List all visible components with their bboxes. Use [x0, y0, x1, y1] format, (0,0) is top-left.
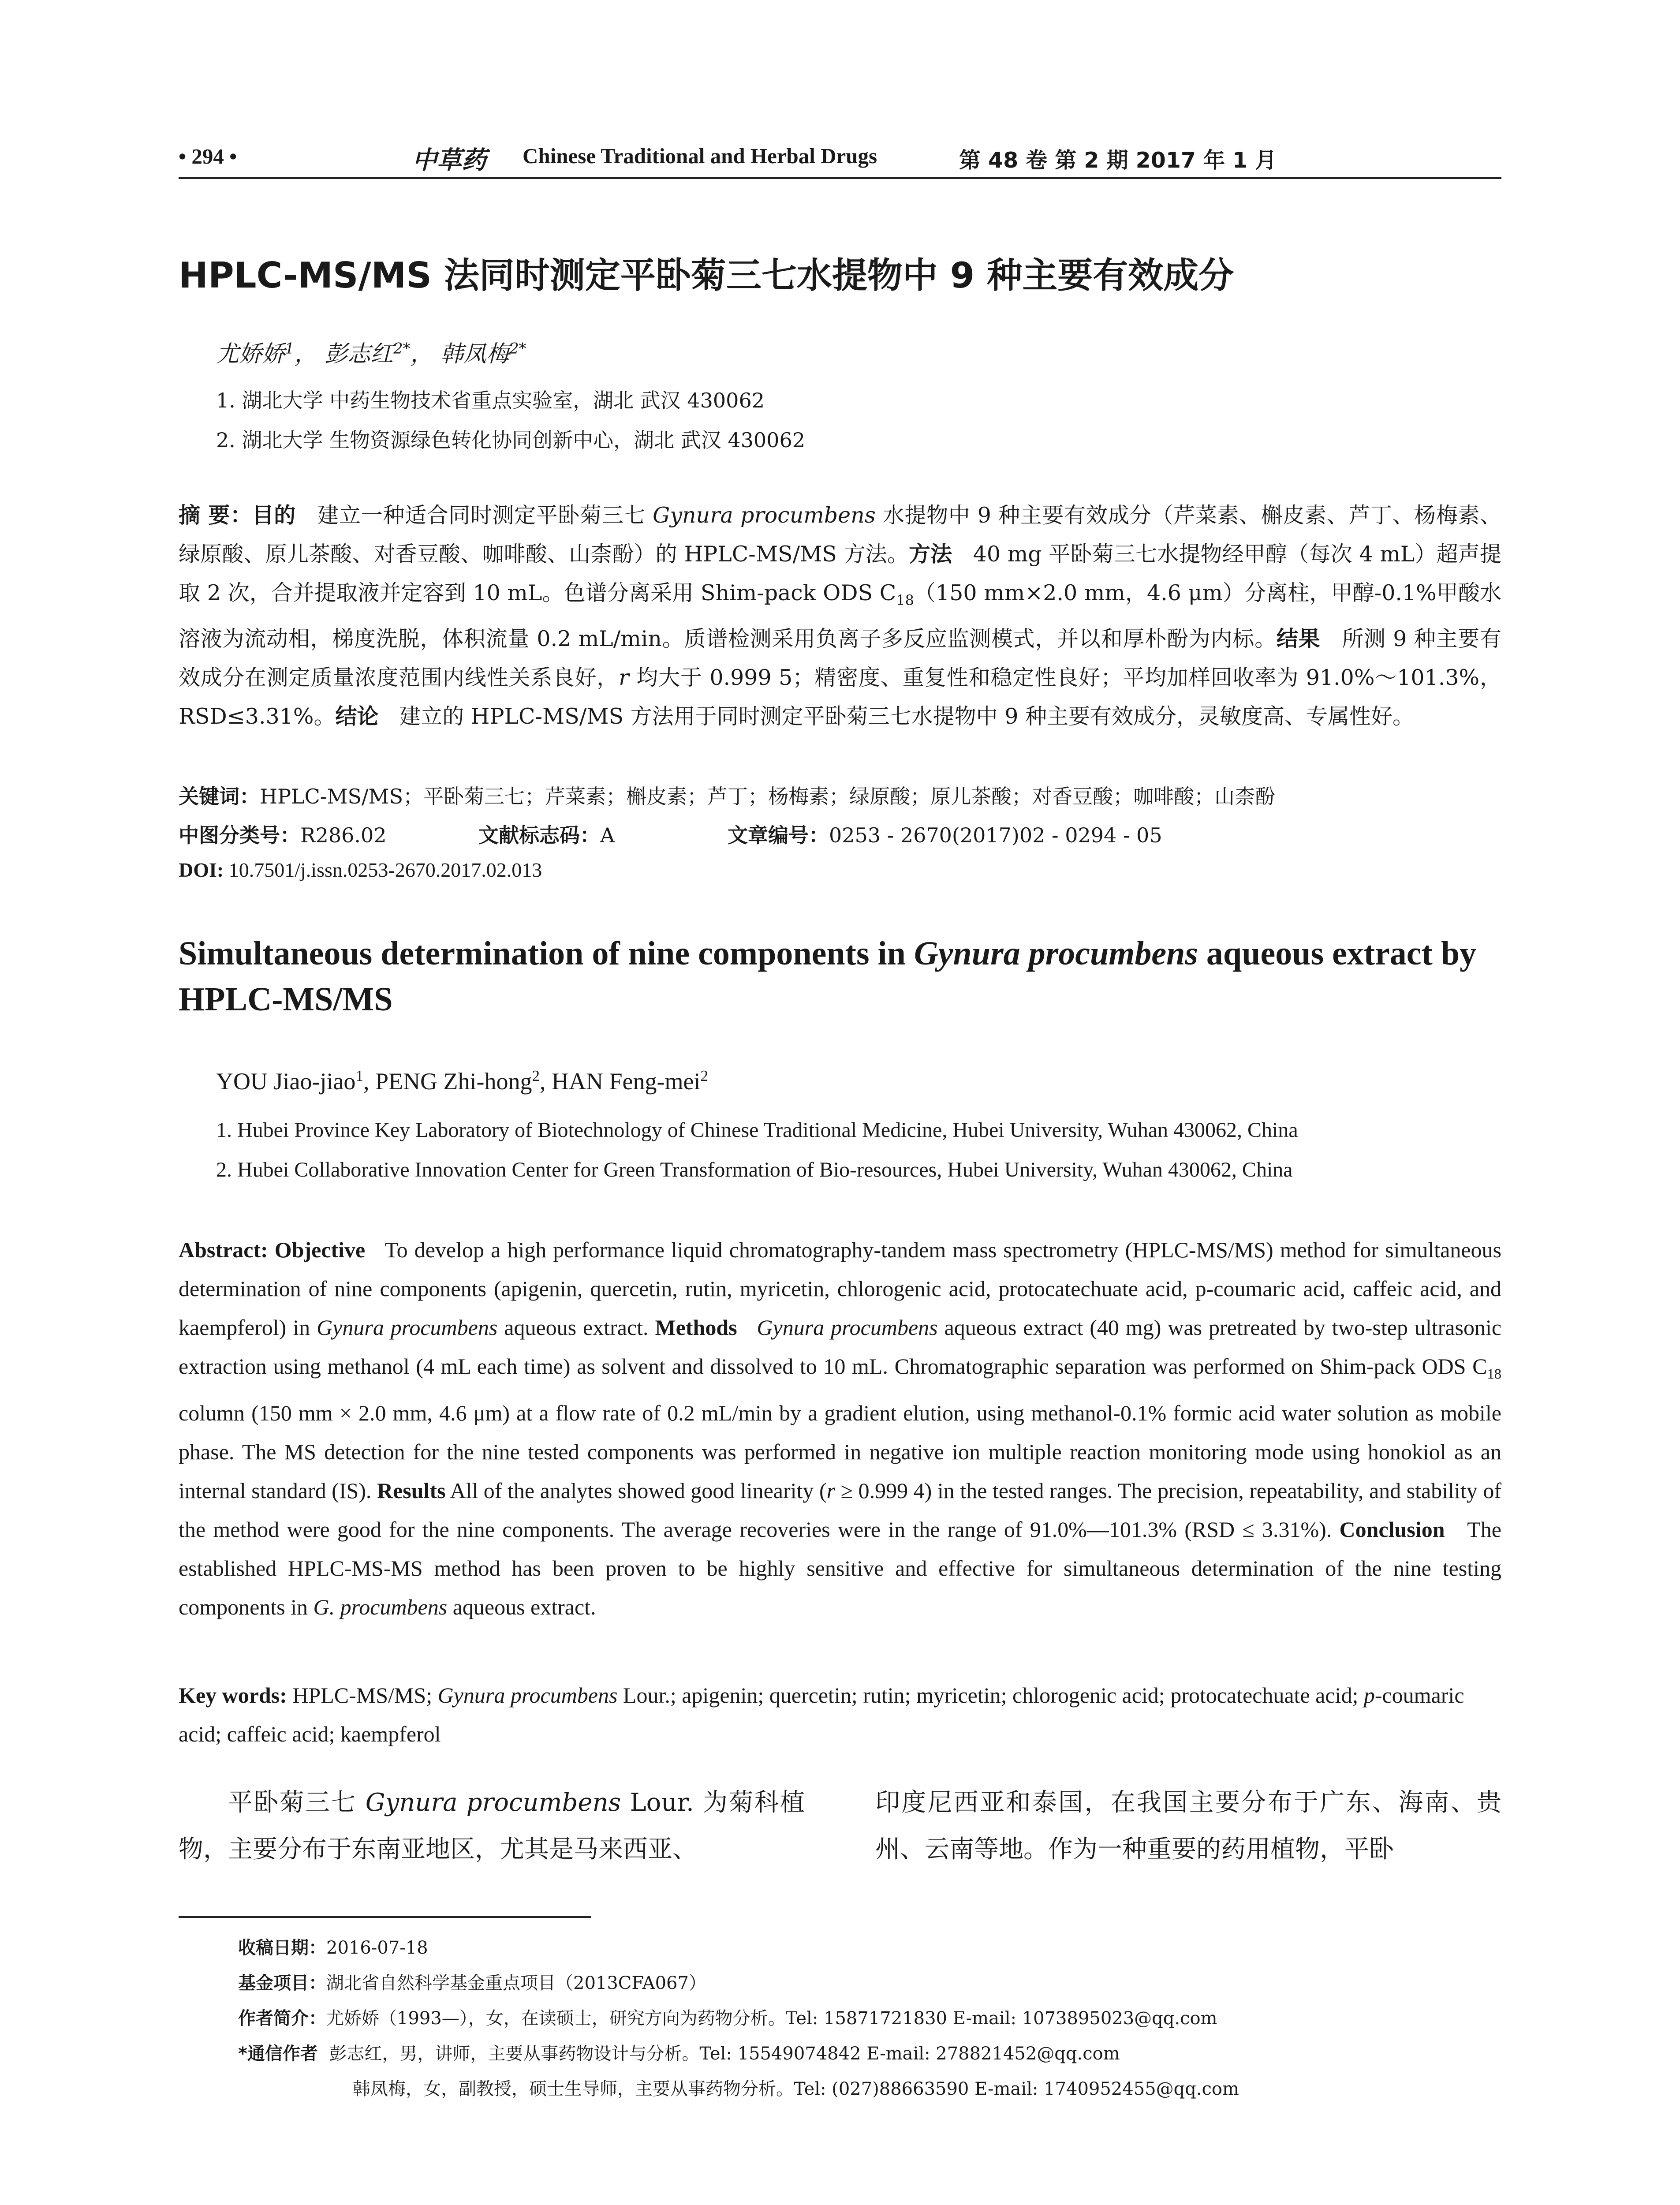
cn-objective-text-2: 水提物中 9 种主要有效成分（芹菜素、槲皮素、芦丁、杨梅素、绿原酸、原儿茶酸、对香豆酸、咖啡酸、山柰酚）的 HPLC-MS/MS 方法。 — [179, 503, 1501, 567]
cn-author-1-affil: 1 — [285, 340, 295, 357]
cn-objective-species: Gynura procumbens — [653, 503, 876, 528]
en-title-part-1: Simultaneous determination of nine components in — [179, 935, 914, 972]
body-left-species: Gynura procumbens — [365, 1788, 621, 1817]
footnote-author — [238, 2004, 1217, 2029]
en-keywords-text-2: Lour.; apigenin; quercetin; rutin; myricetin; chlorogenic acid; protocatechuate acid; — [617, 1683, 1364, 1708]
en-conclusion-text-1: The established HPLC-MS-MS method has been proven to be highly sensitive and effective for simultaneous determination of the nine testing components in — [179, 1517, 1501, 1619]
cn-methods-text-2: （150 mm×2.0 mm，4.6 μm）分离柱，甲醇-0.1%甲酸水溶液为流动相，梯度洗脱，体积流量 0.2 mL/min。质谱检测采用负离子多反应监测模式，并以和厚朴酚为内标。 — [179, 580, 1502, 651]
footnote-corresponding — [238, 2040, 1120, 2065]
journal-issue: 第 48 卷 第 2 期 2017 年 1 月 — [959, 148, 1277, 173]
cn-results-text-2: 均大于 0.999 5；精密度、重复性和稳定性良好；平均加样回收率为 91.0%～101.3%，RSD≤3.31%。 — [179, 665, 1501, 729]
en-title-part-2: aqueous extract by HPLC-MS/MS — [179, 935, 1477, 1018]
received-value: 2016-07-18 — [326, 1938, 428, 1958]
en-authors — [216, 1067, 708, 1095]
cn-methods-subscript: 18 — [896, 591, 914, 609]
cn-author-separator-1: ， — [294, 341, 317, 367]
en-abstract-label: Abstract: Objective — [179, 1237, 366, 1262]
cn-author-2-affil: 2* — [393, 340, 411, 357]
corresponding-author-2: 韩凤梅，女，副教授，硕士生导师，主要从事药物分析。Tel: (027)88663590 E-mail: 1740952455@qq.com — [353, 2079, 1239, 2099]
en-results-text-1: All of the analytes showed good linearity ( — [450, 1478, 827, 1503]
cn-abstract — [179, 496, 1501, 736]
fund-value: 湖北省自然科学基金重点项目（2013CFA067） — [326, 1973, 706, 1993]
body-left-text-1: 平卧菊三七 — [228, 1788, 366, 1817]
clc-value: R286.02 — [300, 823, 387, 847]
en-title-species: Gynura procumbens — [914, 935, 1198, 972]
en-keywords-species: Gynura procumbens — [437, 1683, 618, 1708]
doi-label: DOI: — [179, 859, 224, 881]
cn-author-1: 尤娇娇 — [216, 341, 285, 367]
cn-author-2: 彭志红 — [325, 341, 394, 367]
en-conclusion-species: G. procumbens — [313, 1595, 448, 1619]
en-conclusion-text-2: aqueous extract. — [447, 1595, 596, 1619]
fund-label: 基金项目： — [238, 1973, 326, 1993]
en-methods-subscript: 18 — [1487, 1366, 1501, 1382]
en-keywords-p: p — [1363, 1683, 1375, 1708]
footnote-rule — [179, 1916, 591, 1918]
en-title — [179, 931, 1501, 1022]
body-left-text-2: Lour. 为菊科植物，主要分布于东南亚地区，尤其是马来西亚、 — [179, 1788, 805, 1864]
author-bio-label: 作者简介： — [238, 2008, 326, 2029]
cn-affiliation-1: 1. 湖北大学 中药生物技术省重点实验室，湖北 武汉 430062 — [216, 389, 765, 412]
header-rule — [179, 177, 1501, 179]
classification-line — [179, 819, 1162, 848]
doi-value: 10.7501/j.issn.0253-2670.2017.02.013 — [228, 859, 542, 881]
cn-author-separator-2: ， — [410, 341, 433, 367]
en-keywords — [179, 1676, 1501, 1753]
cn-affiliation-2: 2. 湖北大学 生物资源绿色转化协同创新中心，湖北 武汉 430062 — [216, 428, 805, 452]
cn-authors — [216, 335, 526, 368]
doc-code-value: A — [600, 823, 615, 847]
journal-logo: 中草药 — [412, 146, 486, 175]
doc-code-label: 文献标志码： — [478, 823, 600, 847]
en-author-2-affil: 2 — [532, 1067, 540, 1084]
cn-methods-label: 方法 — [909, 542, 952, 567]
running-header — [179, 143, 1501, 179]
corresponding-label: *通信作者 — [238, 2044, 318, 2064]
cn-keywords-label: 关键词： — [179, 785, 260, 808]
en-methods-text-1: aqueous extract (40 mg) was pretreated by two-step ultrasonic extraction using methanol (4 mL each time) as solvent and dissolved to 10 mL. Chromatographic separation was performed on Shim-pack ODS C — [179, 1315, 1502, 1379]
en-abstract — [179, 1230, 1501, 1626]
cn-abstract-label: 摘 要： — [179, 503, 252, 528]
page-number: • 294 • — [179, 144, 237, 168]
en-author-3: , HAN Feng-mei — [540, 1068, 701, 1095]
cn-objective-label: 目的 — [252, 503, 296, 528]
footnote-fund — [238, 1969, 706, 1994]
article-number-value: 0253 - 2670(2017)02 - 0294 - 05 — [829, 823, 1162, 847]
en-methods-species: Gynura procumbens — [757, 1315, 938, 1340]
cn-objective-text-1: 建立一种适合同时测定平卧菊三七 — [317, 503, 653, 528]
en-affiliation-2: 2. Hubei Collaborative Innovation Center for Green Transformation of Bio-resources, Hubei University, Wuhan 430062, China — [216, 1158, 1293, 1181]
en-author-1-affil: 1 — [355, 1067, 363, 1084]
en-methods-label: Methods — [655, 1315, 737, 1340]
cn-author-3: 韩凤梅 — [441, 341, 510, 367]
en-results-r: r — [826, 1478, 836, 1503]
cn-author-3-affil: 2* — [509, 340, 526, 357]
cn-results-text-1: 所测 9 种主要有效成分在测定质量浓度范围内线性关系良好， — [179, 626, 1501, 690]
cn-keywords-text: HPLC-MS/MS；平卧菊三七；芹菜素；槲皮素；芦丁；杨梅素；绿原酸；原儿茶酸；对香豆酸；咖啡酸；山柰酚 — [260, 785, 1276, 808]
en-methods-text-2: column (150 mm × 2.0 mm, 4.6 μm) at a flow rate of 0.2 mL/min by a gradient elution, using methanol-0.1% formic acid water solution as mobile phase. The MS detection for the nine tested components was performed in negative ion multiple reaction monitoring mode using honokiol as an internal standard (IS). — [179, 1401, 1501, 1503]
cn-methods-text-1: 40 mg 平卧菊三七水提物经甲醇（每次 4 mL）超声提取 2 次，合并提取液并定容到 10 mL。色谱分离采用 Shim-pack ODS C — [179, 542, 1501, 605]
en-author-1: YOU Jiao-jiao — [216, 1068, 356, 1095]
en-keywords-label: Key words: — [179, 1683, 287, 1708]
journal-name: Chinese Traditional and Herbal Drugs — [523, 144, 877, 168]
cn-results-label: 结果 — [1276, 626, 1321, 651]
clc-label: 中图分类号： — [179, 823, 300, 847]
en-objective-text-1: To develop a high performance liquid chromatography-tandem mass spectrometry (HPLC-MS/MS) method for simultaneous determination of nine components (apigenin, quercetin, rutin, myricetin, chlorogenic acid, protocatechuate acid, p-coumaric acid, caffeic acid, and kaempferol) in — [179, 1237, 1501, 1340]
cn-conclusion-label: 结论 — [335, 703, 379, 729]
author-bio-value: 尤娇娇（1993—），女，在读硕士，研究方向为药物分析。Tel: 15871721830 E-mail: 1073895023@qq.com — [326, 2008, 1217, 2029]
footnote-received — [238, 1934, 428, 1959]
cn-results-r: r — [619, 665, 629, 690]
cn-title: HPLC-MS/MS 法同时测定平卧菊三七水提物中 9 种主要有效成分 — [179, 255, 1234, 296]
doc-code — [478, 819, 615, 848]
en-results-label: Results — [377, 1478, 446, 1503]
en-results-text-2: ≥ 0.999 4) in the tested ranges. The precision, repeatability, and stability of the method were good for the nine components. The average recoveries were in the range of 91.0%—101.3% (RSD ≤ 3.31%). — [179, 1478, 1501, 1542]
en-conclusion-label: Conclusion — [1339, 1517, 1445, 1542]
cn-conclusion-text: 建立的 HPLC-MS/MS 方法用于同时测定平卧菊三七水提物中 9 种主要有效成分，灵敏度高、专属性好。 — [399, 703, 1414, 729]
article-number — [728, 819, 1162, 848]
en-affiliation-1: 1. Hubei Province Key Laboratory of Biotechnology of Chinese Traditional Medicine, Hubei University, Wuhan 430062, China — [216, 1118, 1298, 1142]
en-author-3-affil: 2 — [700, 1067, 709, 1084]
body-column-left — [179, 1779, 805, 1873]
doi-line — [179, 858, 542, 882]
en-keywords-text-1: HPLC-MS/MS; — [287, 1683, 438, 1708]
body-right-text: 印度尼西亚和泰国，在我国主要分布于广东、海南、贵州、云南等地。作为一种重要的药用植物，平卧 — [875, 1788, 1501, 1864]
en-author-2: , PENG Zhi-hong — [363, 1068, 532, 1095]
en-objective-text-2: aqueous extract. — [497, 1315, 649, 1340]
body-column-right — [875, 1779, 1501, 1873]
received-label: 收稿日期： — [238, 1938, 326, 1958]
corresponding-author-1: 彭志红，男，讲师，主要从事药物设计与分析。Tel: 15549074842 E-mail: 278821452@qq.com — [329, 2044, 1120, 2064]
en-keywords-text-3: -coumaric acid; caffeic acid; kaempferol — [179, 1683, 1464, 1746]
cn-keywords — [179, 781, 1275, 810]
en-objective-species: Gynura procumbens — [317, 1315, 498, 1340]
article-number-label: 文章编号： — [728, 823, 829, 847]
